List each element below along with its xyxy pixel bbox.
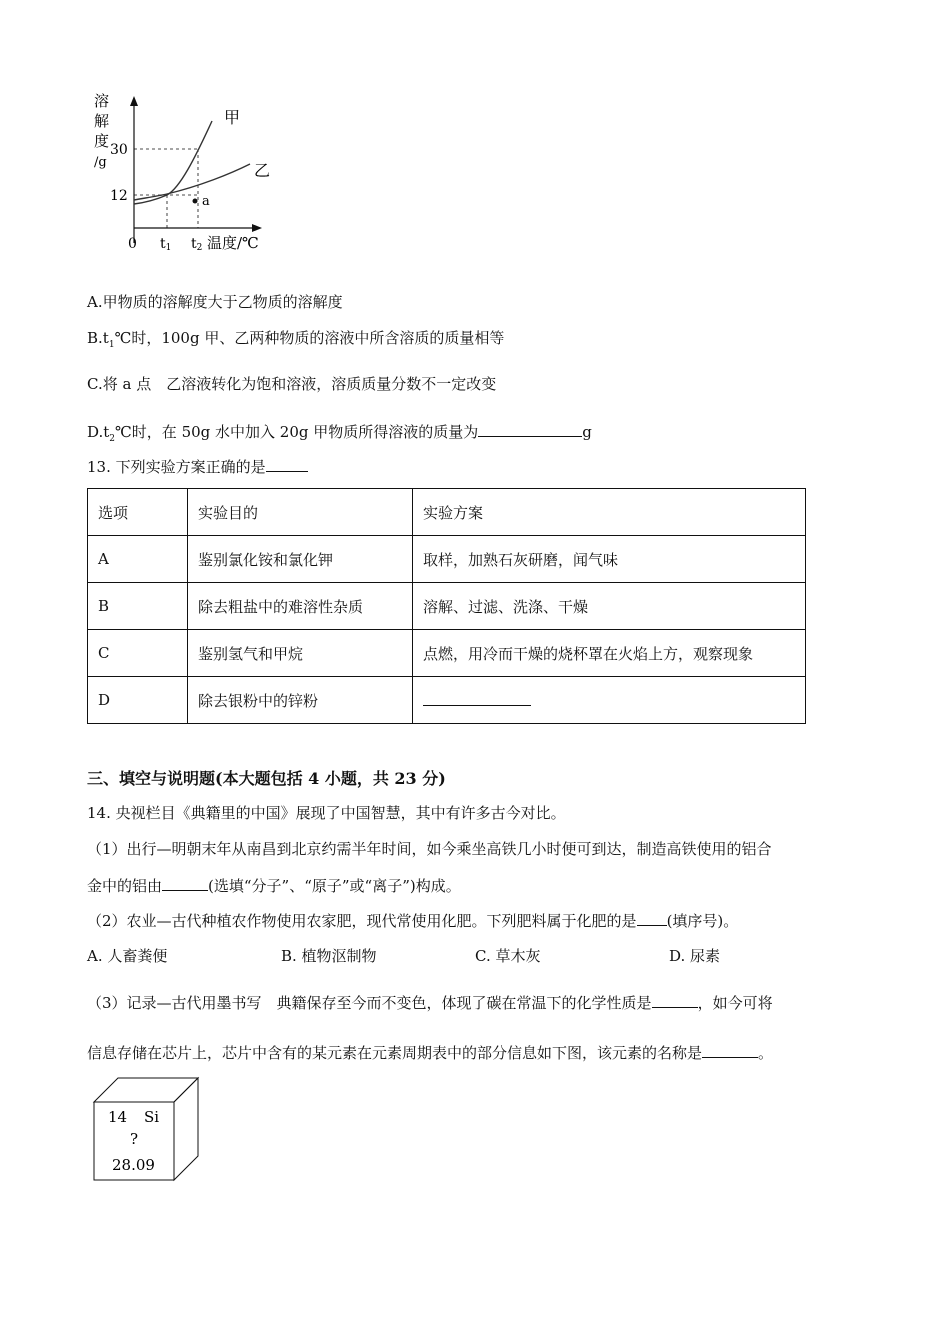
atomic-number: 14 <box>108 1108 128 1126</box>
table-header-cell: 选项 <box>88 489 188 536</box>
choice-c: C. 草木灰 <box>475 947 541 965</box>
card-top-face <box>94 1078 198 1102</box>
choice-b: B. 植物沤制物 <box>281 947 377 965</box>
element-name: ? <box>130 1130 139 1148</box>
table-row <box>88 677 806 724</box>
question-14-stem: 14. 央视栏目《典籍里的中国》展现了中国智慧，其中有许多古今对比。 <box>87 804 566 822</box>
table-cell: 点燃，用冷而干燥的烧杯罩在火焰上方，观察现象 <box>413 630 806 677</box>
tick-y-30: 30 <box>110 142 128 158</box>
q14-part1-line1: （1）出行—明朝末年从南昌到北京约需半年时间，如今乘坐高铁几小时便可到达，制造高铁使用的铝合 <box>87 840 772 858</box>
table-cell: 除去粗盐中的难溶性杂质 <box>188 583 413 630</box>
option-12-c: C.将 a 点 乙溶液转化为饱和溶液，溶质质量分数不一定改变 <box>87 375 497 393</box>
choice-d: D. 尿素 <box>669 947 721 965</box>
q14-part3-line2: 信息存储在芯片上，芯片中含有的某元素在元素周期表中的部分信息如下图，该元素的名称是 。 <box>87 1044 774 1062</box>
table-row <box>88 630 806 677</box>
answer-blank[interactable] <box>266 457 308 472</box>
table-cell: 鉴别氢气和甲烷 <box>188 630 413 677</box>
tick-origin: 0 <box>128 236 137 252</box>
table-cell: 取样，加熟石灰研磨，闻气味 <box>413 536 806 583</box>
series-yi-curve <box>134 164 250 200</box>
answer-blank[interactable] <box>637 911 667 926</box>
question-13-stem: 13. 下列实验方案正确的是 <box>87 456 308 477</box>
y-axis-arrow <box>130 96 138 106</box>
element-symbol: Si <box>144 1108 160 1126</box>
answer-blank[interactable] <box>423 691 531 706</box>
q14-part1-line2: 金中的铝由 (选填“分子”、“原子”或“离子”)构成。 <box>87 877 461 895</box>
table-row <box>88 536 806 583</box>
tick-y-12: 12 <box>110 188 128 204</box>
card-side-face <box>174 1078 198 1180</box>
table-cell: 溶解、过滤、洗涤、干燥 <box>413 583 806 630</box>
table-header-cell: 实验目的 <box>188 489 413 536</box>
option-12-d: $D.t_2℃$时，在 50g 水中加入 20g 甲物质所得溶液的质量为 g <box>87 423 592 444</box>
series-jia-label: 甲 <box>224 108 241 127</box>
table-cell <box>413 677 806 724</box>
y-axis-label-4: /g <box>94 155 107 170</box>
table-cell: 除去银粉中的锌粉 <box>188 677 413 724</box>
option-12-b: $B.t_1℃$时，100g 甲、乙两种物质的溶液中所含溶质的质量相等 <box>87 329 505 350</box>
answer-blank[interactable] <box>478 422 582 437</box>
section-heading: 三、填空与说明题(本大题包括 4 小题，共 23 分) <box>87 769 446 788</box>
series-yi-label: 乙 <box>254 161 271 180</box>
option-12-a: A.甲物质的溶解度大于乙物质的溶解度 <box>87 293 343 311</box>
q14-part2: （2）农业—古代种植农作物使用农家肥，现代常使用化肥。下列肥料属于化肥的是 (填序号)。 <box>87 912 739 930</box>
answer-blank[interactable] <box>702 1043 758 1058</box>
table-header-row <box>88 489 806 536</box>
point-a-label: a <box>202 194 210 209</box>
table-cell: D <box>88 677 188 724</box>
experiment-table <box>87 488 806 724</box>
table-cell: C <box>88 630 188 677</box>
answer-blank[interactable] <box>162 876 208 891</box>
x-axis-label: 温度/℃ <box>207 234 259 252</box>
table-header-cell: 实验方案 <box>413 489 806 536</box>
x-axis-arrow <box>252 224 262 232</box>
y-axis-label-1: 溶 <box>94 92 110 110</box>
table-cell: 鉴别氯化铵和氯化钾 <box>188 536 413 583</box>
table-cell: B <box>88 583 188 630</box>
answer-blank[interactable] <box>652 993 698 1008</box>
y-axis-label-3: 度 <box>94 132 110 150</box>
table-row <box>88 583 806 630</box>
y-axis-label-2: 解 <box>94 112 110 130</box>
choice-a: A. 人畜粪便 <box>87 947 168 965</box>
element-card <box>90 1076 205 1182</box>
table-cell: A <box>88 536 188 583</box>
tick-x-t1: t1 <box>160 236 172 253</box>
series-jia-curve <box>134 121 212 204</box>
tick-x-t2: t2 <box>191 236 203 253</box>
solubility-chart <box>80 88 280 258</box>
q14-part3-line1: （3）记录—古代用墨书写 典籍保存至今而不变色，体现了碳在常温下的化学性质是 ，如今可将 <box>87 994 773 1012</box>
point-a <box>193 199 198 204</box>
atomic-mass: 28.09 <box>112 1156 155 1174</box>
